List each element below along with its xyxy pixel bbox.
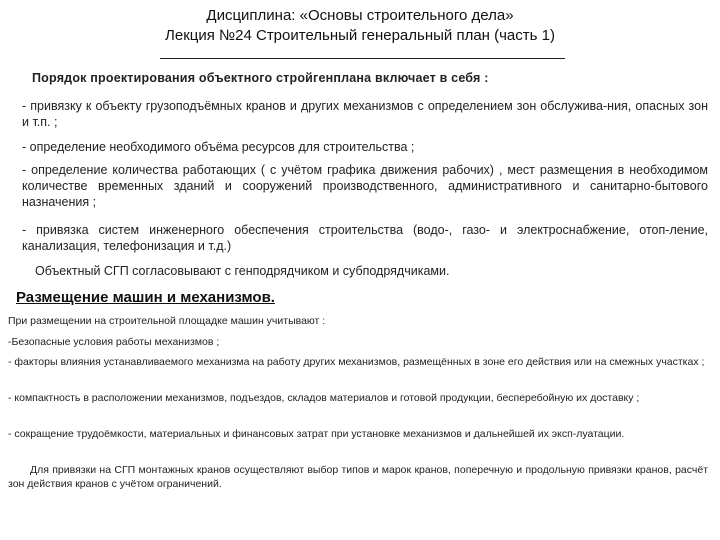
section2-heading: Размещение машин и механизмов. xyxy=(16,289,275,306)
section2-intro: При размещении на строительной площадке машин учитывают : xyxy=(8,315,326,327)
section2-item: -Безопасные условия работы механизмов ; xyxy=(8,336,220,348)
lecture-title: Лекция №24 Строительный генеральный план (часть 1) xyxy=(165,27,555,44)
discipline-title: Дисциплина: «Основы строительного дела» xyxy=(206,7,514,24)
section2-item: - сокращение трудоёмкости, материальных и финансовых затрат при установке механизмов и дальнейшей их эксп-луатации. xyxy=(8,428,625,440)
section1-item: - привязку к объекту грузоподъёмных кранов и других механизмов с определением зон обслужива-ния, опасных зон и т.п. ; xyxy=(22,99,708,129)
section2-item: - факторы влияния устанавливаемого механизма на работу других механизмов, размещённых в зоне его действия или на смежных участках ; xyxy=(8,356,705,368)
section1-note: Объектный СГП согласовывают с генподрядчиком и субподрядчиками. xyxy=(35,264,450,278)
section2-conclusion: Для привязки на СГП монтажных кранов осуществляют выбор типов и марок кранов, поперечную и продольную привязки кранов, расчёт зон действия кранов с учётом ограничений. xyxy=(8,464,708,490)
header-divider xyxy=(160,58,565,59)
page-header xyxy=(0,6,720,46)
section1-item: - определение количества работающих ( с учётом графика движения рабочих) , мест размещения в необходимом количестве временных зданий и сооружений производственного, административного и санитарно-бытового назначения ; xyxy=(22,163,708,209)
section1-item: - определение необходимого объёма ресурсов для строительства ; xyxy=(22,140,415,154)
section1-heading: Порядок проектирования объектного стройгенплана включает в себя : xyxy=(32,71,489,85)
section2-item: - компактность в расположении механизмов, подъездов, складов материалов и готовой продукции, бесперебойную их доставку ; xyxy=(8,392,640,404)
section1-item: - привязка систем инженерного обеспечения строительства (водо-, газо- и электроснабжение, отоп-ление, канализация, телефонизация и т.д.) xyxy=(22,223,708,253)
